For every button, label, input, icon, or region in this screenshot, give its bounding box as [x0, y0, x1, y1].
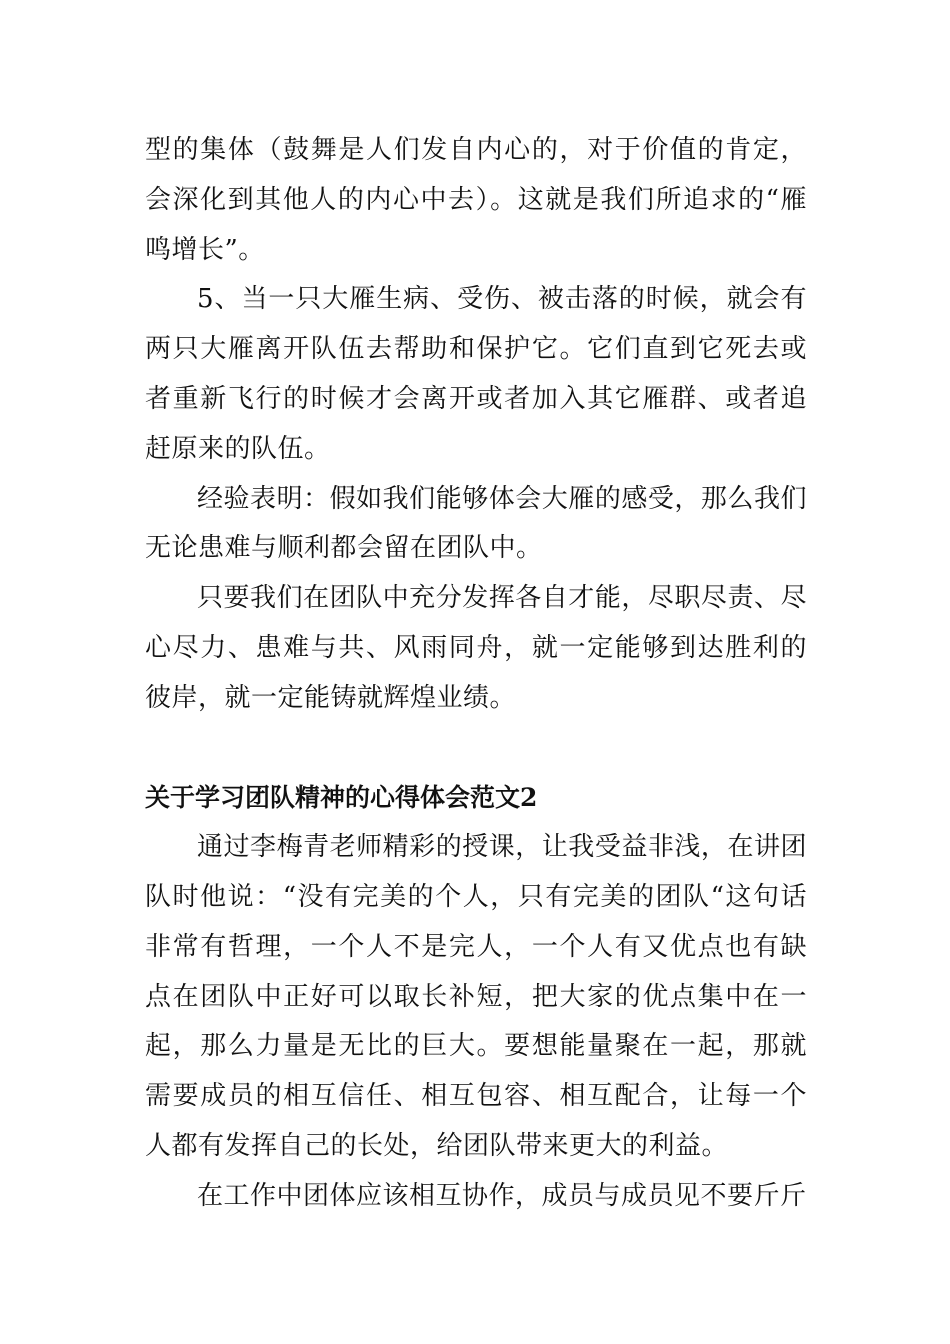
paragraph-point-5: 5、当一只大雁生病、受伤、被击落的时候，就会有两只大雁离开队伍去帮助和保护它。它们直到它死去或者重新飞行的时候才会离开或者加入其它雁群、或者追赶原来的队伍。: [145, 284, 807, 464]
section-paragraph-teamwork: 在工作中团体应该相互协作，成员与成员见不要斤斤: [197, 1180, 807, 1211]
section-paragraph-intro: 通过李梅青老师精彩的授课，让我受益非浅，在讲团队时他说：“没有完美的个人，只有完美的团队“这句话非常有哲理，一个人不是完人，一个人有又优点也有缺点在团队中正好可以取长补短，把大家的优点集中在一起，那么力量是无比的巨大。要想能量聚在一起，那就需要成员的相互信任、相互包容、相互配合，让每一个人都有发挥自己的长处，给团队带来更大的利益。: [145, 832, 807, 1161]
paragraph-experience: 经验表明：假如我们能够体会大雁的感受，那么我们无论患难与顺利都会留在团队中。: [145, 483, 807, 564]
paragraph-continuation: 型的集体（鼓舞是人们发自内心的，对于价值的肯定，会深化到其他人的内心中去）。这就是我们所追求的“雁鸣增长”。: [145, 135, 807, 265]
document-body: [145, 126, 807, 1222]
section-title: 关于学习团队精神的心得体会范文2: [145, 783, 538, 813]
paragraph-conclusion: 只要我们在团队中充分发挥各自才能，尽职尽责、尽心尽力、患难与共、风雨同舟，就一定能够到达胜利的彼岸，就一定能铸就辉煌业绩。: [145, 583, 807, 713]
